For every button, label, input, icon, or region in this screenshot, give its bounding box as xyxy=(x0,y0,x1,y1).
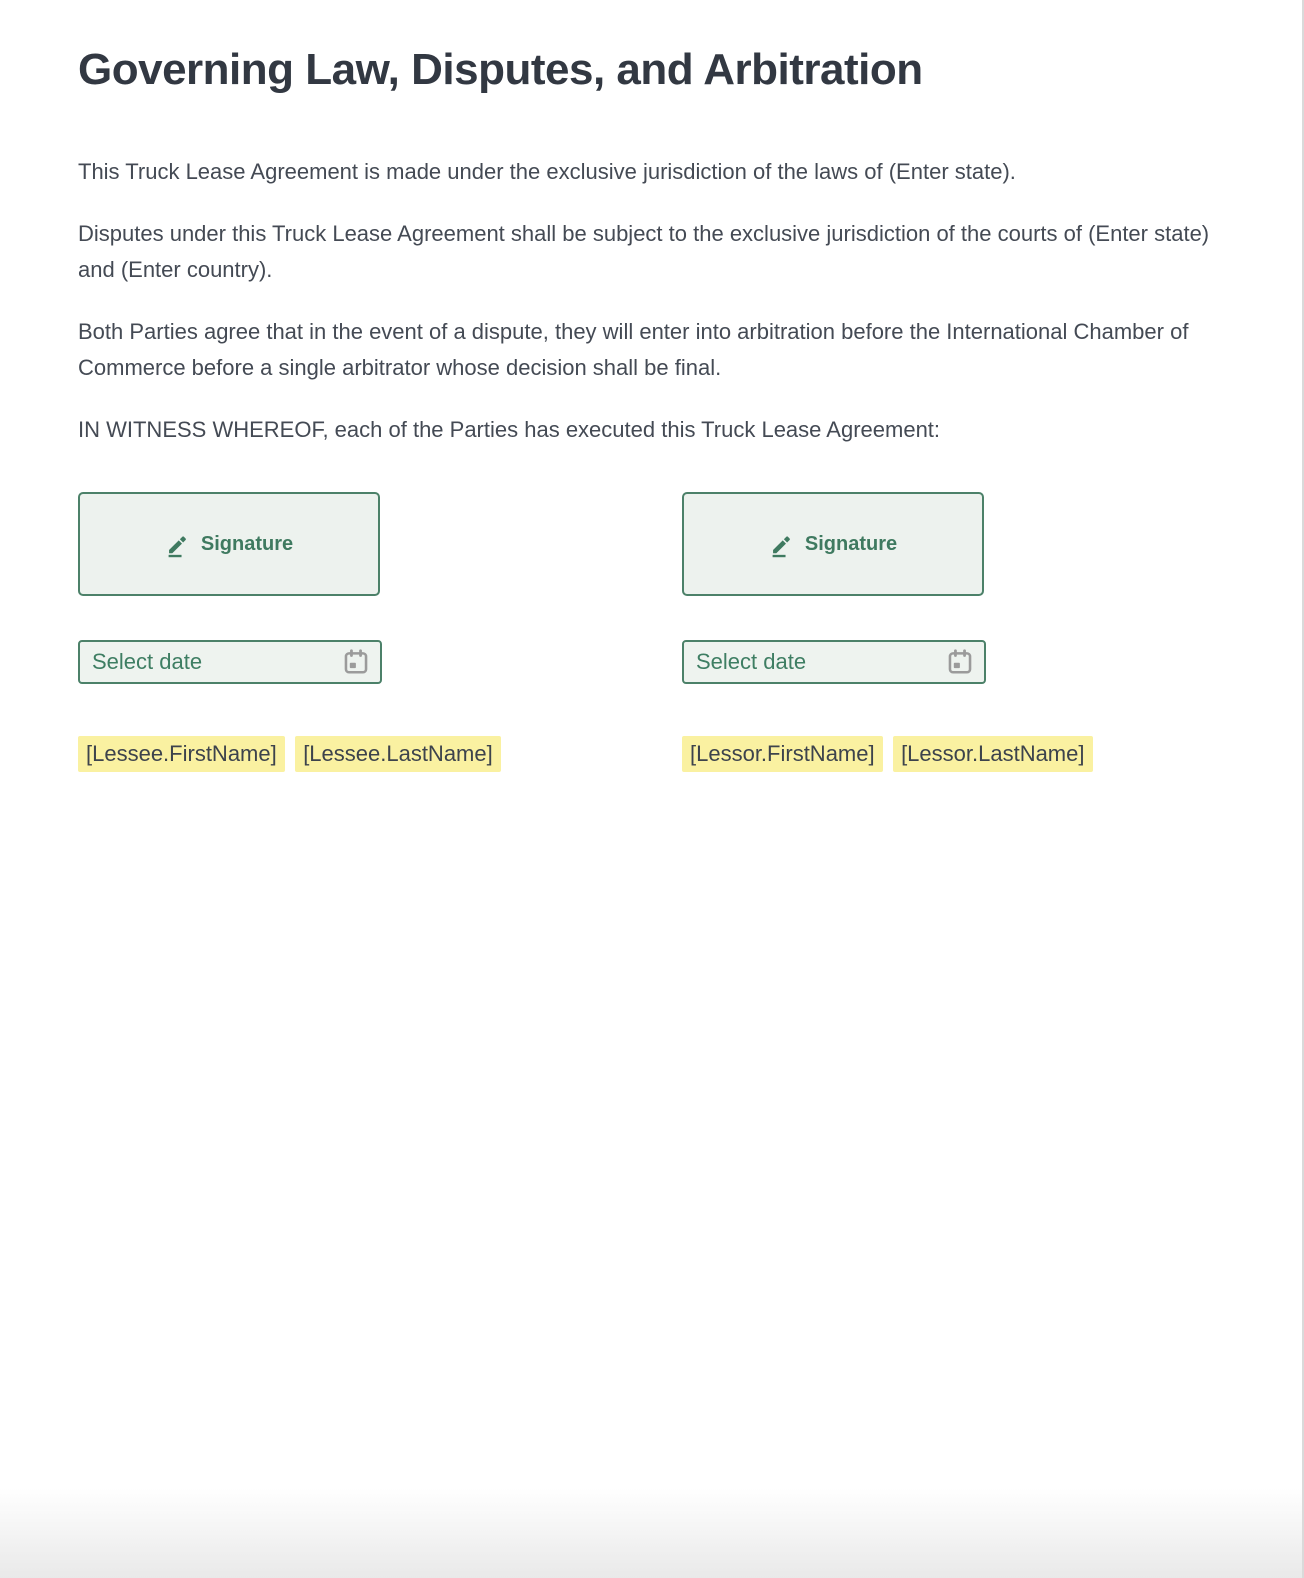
lessor-date-field[interactable] xyxy=(682,640,986,684)
pen-icon xyxy=(769,531,796,558)
merge-field-lessor-lastname[interactable]: [Lessor.LastName] xyxy=(893,736,1092,772)
signature-button-label: Signature xyxy=(200,532,294,555)
signature-button-label: Signature xyxy=(804,532,898,555)
merge-field-lessor-firstname[interactable]: [Lessor.FirstName] xyxy=(682,736,883,772)
lessor-signature-field[interactable] xyxy=(682,492,984,596)
merge-field-lessee-firstname[interactable]: [Lessee.FirstName] xyxy=(78,736,285,772)
lessee-name-row xyxy=(78,736,682,772)
paragraph-arbitration: Both Parties agree that in the event of a dispute, they will enter into arbitration before the International Chamber of Commerce before a single arbitrator whose decision shall be final. xyxy=(78,319,1189,380)
paragraph-jurisdiction: This Truck Lease Agreement is made under the exclusive jurisdiction of the laws of (Enter state). xyxy=(78,159,1016,184)
paragraph-witness: IN WITNESS WHEREOF, each of the Parties has executed this Truck Lease Agreement: xyxy=(78,417,941,442)
lessor-name-row xyxy=(682,736,1216,772)
date-placeholder: Select date xyxy=(696,649,807,674)
lessee-signature-column xyxy=(78,492,682,772)
date-placeholder: Select date xyxy=(92,649,203,674)
document-content xyxy=(0,0,1304,772)
calendar-icon xyxy=(946,648,974,676)
lessee-date-field[interactable] xyxy=(78,640,382,684)
signature-section xyxy=(78,492,1216,772)
page-title: Governing Law, Disputes, and Arbitration xyxy=(78,45,923,94)
lessee-signature-field[interactable] xyxy=(78,492,380,596)
lessor-signature-column xyxy=(682,492,1216,772)
paragraph-disputes: Disputes under this Truck Lease Agreement shall be subject to the exclusive jurisdiction of the courts of (Enter state) and (Enter country). xyxy=(78,221,1210,282)
page-bottom-shadow xyxy=(0,1488,1304,1578)
pen-icon xyxy=(165,531,192,558)
calendar-icon xyxy=(342,648,370,676)
merge-field-lessee-lastname[interactable]: [Lessee.LastName] xyxy=(295,736,501,772)
